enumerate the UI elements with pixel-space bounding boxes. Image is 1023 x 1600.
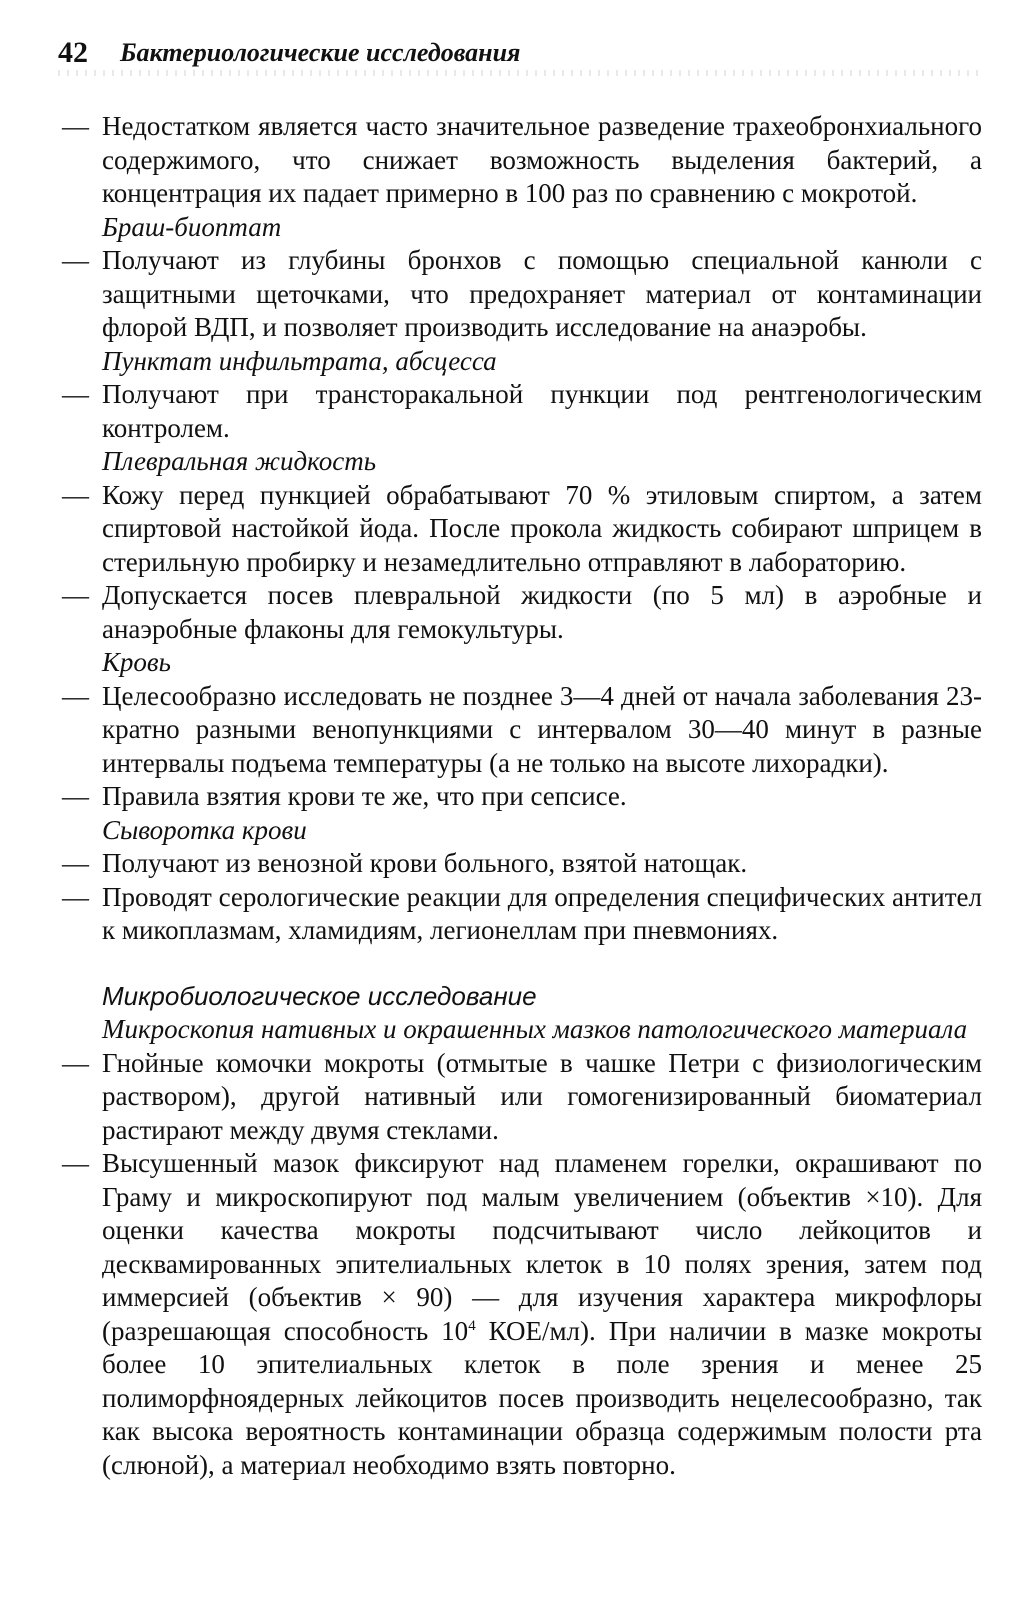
- running-title: Бактериологические исследования: [120, 38, 521, 67]
- dash-bullet: —: [62, 111, 89, 141]
- list-item: [62, 244, 982, 345]
- page-body: [62, 110, 982, 1482]
- text-part-1: [62, 110, 982, 948]
- list-item: [62, 110, 982, 211]
- section-title: Микробиологическое исследование: [102, 980, 537, 1011]
- list-item: [62, 378, 982, 445]
- list-item-text: Получают из венозной крови больного, взятой натощак.: [102, 848, 748, 878]
- dash-bullet: —: [62, 1047, 89, 1078]
- subheading: Сыворотка крови: [102, 814, 307, 845]
- list-item-text: Недостатком является часто значительное разведение трахеобронхиального содержимого, что снижает возможность выделения бактерий, а концентрация их падает примерно в 100 раз по сравнению с мокротой.: [102, 111, 982, 208]
- list-item: [62, 1047, 982, 1148]
- list-item: [62, 881, 982, 948]
- dash-bullet: —: [62, 580, 89, 610]
- subheading: Кровь: [102, 647, 171, 677]
- list-item: [62, 579, 982, 646]
- subheading: Пунктат инфильтрата, абсцесса: [102, 345, 497, 376]
- list-item: [62, 680, 982, 781]
- list-item: [62, 479, 982, 580]
- dash-bullet: —: [62, 245, 89, 275]
- dash-bullet: —: [62, 680, 89, 711]
- dash-bullet: —: [62, 781, 89, 811]
- list-item-text: Гнойные комочки мокроты (отмытые в чашке Петри с физиологическим раствором), другой нативный или гомогенизированный биоматериал растирают между двумя стеклами.: [102, 1047, 982, 1145]
- dash-bullet: —: [62, 379, 89, 409]
- subheading: Браш-биоптат: [102, 211, 282, 242]
- list-item-text: Кожу перед пункцией обрабатывают 70 % этиловым спиртом, а затем спиртовой настойкой йода. После прокола жидкость собирают шприцем в стерильную пробирку и незамедлительно отправляют в лабораторию.: [102, 479, 982, 577]
- dash-bullet: —: [62, 848, 89, 878]
- list-item-text: Получают из глубины бронхов с помощью специальной канюли с защитными щеточками, что предохраняет материал от контаминации флорой ВДП, и позволяет производить исследование на анаэробы.: [102, 245, 982, 342]
- header-rule: [58, 70, 978, 76]
- list-item-text: Допускается посев плевральной жидкости (по 5 мл) в аэробные и анаэробные флаконы для гемокультуры.: [102, 580, 982, 644]
- list-item-text: Проводят серологические реакции для определения специфических антител к микоплазмам, хламидиям, легионеллам при пневмониях.: [102, 881, 982, 945]
- superscript: 4: [468, 1317, 476, 1334]
- list-item-text: Высушенный мазок фиксируют над пламенем горелки, окрашивают по Граму и микроскопируют под малым увеличением (объектив ×10). Для оценки качества мокроты подсчитывают число лейкоцитов и десквамированных эпителиальных клеток в 10 полях зрения, затем под иммерсией (объектив × 90) — для изучения характера микрофлоры (разрешающая способность 10: [102, 1148, 982, 1346]
- list-item-text: Получают при трансторакальной пункции под рентгенологическим контролем.: [102, 379, 982, 443]
- running-header: [58, 30, 978, 70]
- text-part-2: [62, 1047, 982, 1483]
- section-subtitle: Микроскопия нативных и окрашенных мазков патологического материала: [102, 1014, 968, 1044]
- dash-bullet: —: [62, 881, 89, 912]
- dash-bullet: —: [62, 1148, 89, 1178]
- list-item-text: КОЕ/мл). При наличии в мазке мокроты более 10 эпителиальных клеток в поле зрения и менее 25 полиморфноядерных лейкоцитов посев производить нецелесообразно, так как высока вероятность контаминации образца содержимым полости рта (слюной), а материал необходимо взять повторно.: [102, 1315, 982, 1480]
- dash-bullet: —: [62, 479, 89, 510]
- list-item-text: Правила взятия крови те же, что при сепсисе.: [102, 781, 627, 811]
- list-item-text: Целесообразно исследовать не позднее 3—4 дней от начала заболевания 23-кратно разными венопункциями с интервалом 30—40 минут в разные интервалы подъема температуры (а не только на высоте лихорадки).: [102, 680, 982, 778]
- subheading: Плевральная жидкость: [102, 446, 377, 476]
- list-item: [62, 847, 982, 881]
- list-item: [62, 780, 982, 814]
- page-number: 42: [58, 36, 88, 69]
- list-item: [62, 1147, 982, 1482]
